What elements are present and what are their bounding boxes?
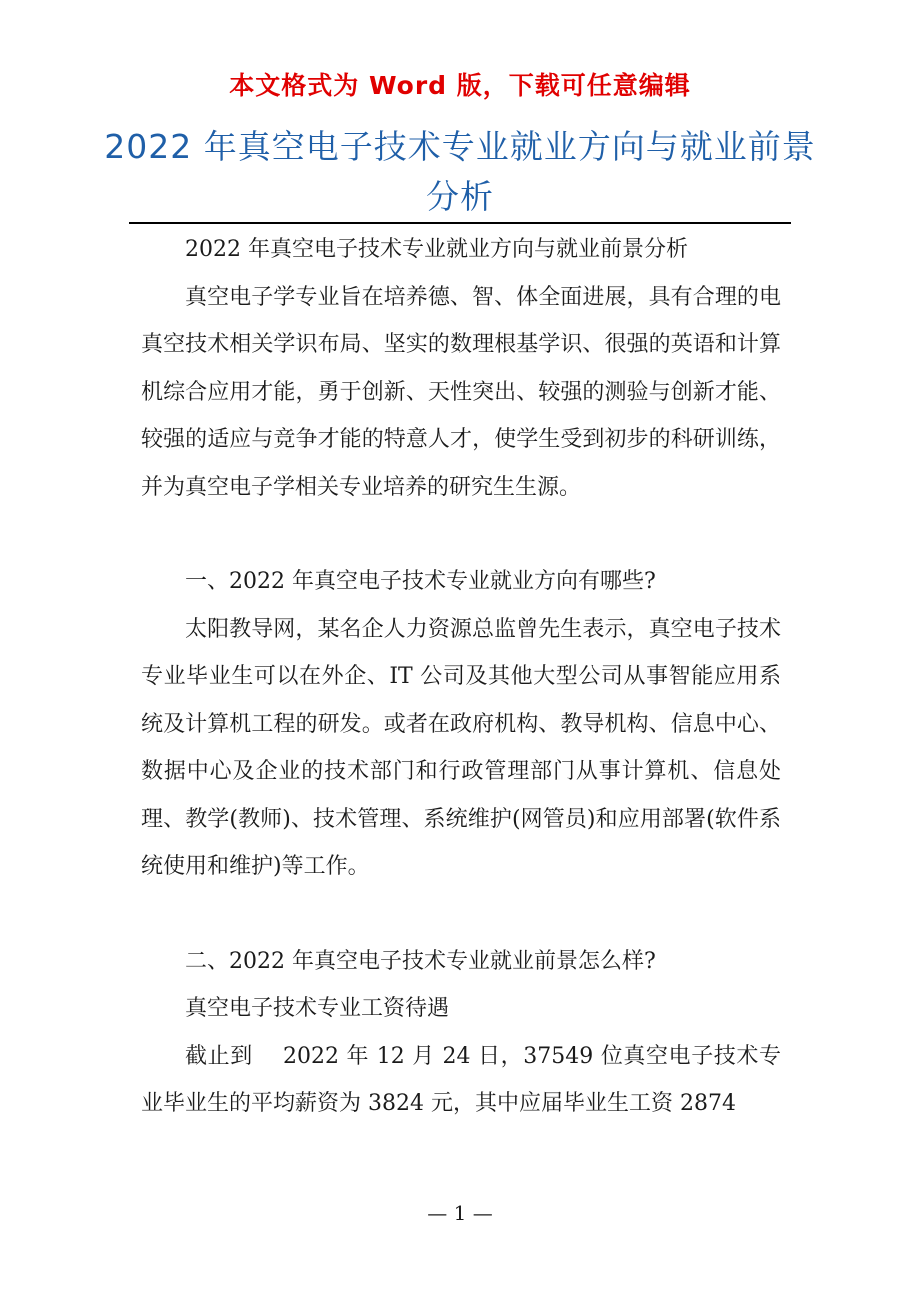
salary-paragraph: 截止到 2022 年 12 月 24 日，37549 位真空电子技术专业毕业生的平均薪资为 3824 元，其中应届毕业生工资 2874 xyxy=(141,1043,781,1116)
intro-heading-paragraph: 2022 年真空电子技术专业就业方向与就业前景分析 xyxy=(185,237,688,262)
document-title: 2022 年真空电子技术专业就业方向与就业前景分析 xyxy=(104,127,816,216)
document-body xyxy=(141,226,781,1128)
section-heading-2: 二、2022 年真空电子技术专业就业前景怎么样? xyxy=(185,948,656,974)
page-number: — 1 — xyxy=(427,1201,493,1225)
title-divider xyxy=(129,222,791,224)
section-heading-1: 一、2022 年真空电子技术专业就业方向有哪些? xyxy=(185,569,656,594)
format-notice-banner: 本文格式为 Word 版，下载可任意编辑 xyxy=(229,71,691,100)
section-1-paragraph: 太阳教导网，某名企人力资源总监曾先生表示，真空电子技术专业毕业生可以在外企、IT 公司及其他大型公司从事智能应用系统及计算机工程的研发。或者在政府机构、教导机构、信息中心、数据中心及企业的技术部门和行政管理部门从事计算机、信息处理、教学(教师)、技术管理、系统维护(网管员)和应用部署(软件系统使用和维护)等工作。 xyxy=(141,616,781,879)
subsection-heading-salary: 真空电子技术专业工资待遇 xyxy=(185,996,450,1021)
intro-paragraph: 真空电子学专业旨在培养德、智、体全面进展，具有合理的电真空技术相关学识布局、坚实的数理根基学识、很强的英语和计算机综合应用才能，勇于创新、天性突出、较强的测验与创新才能、较强的适应与竞争才能的特意人才，使学生受到初步的科研训练，并为真空电子学相关专业培养的研究生生源。 xyxy=(141,284,781,500)
